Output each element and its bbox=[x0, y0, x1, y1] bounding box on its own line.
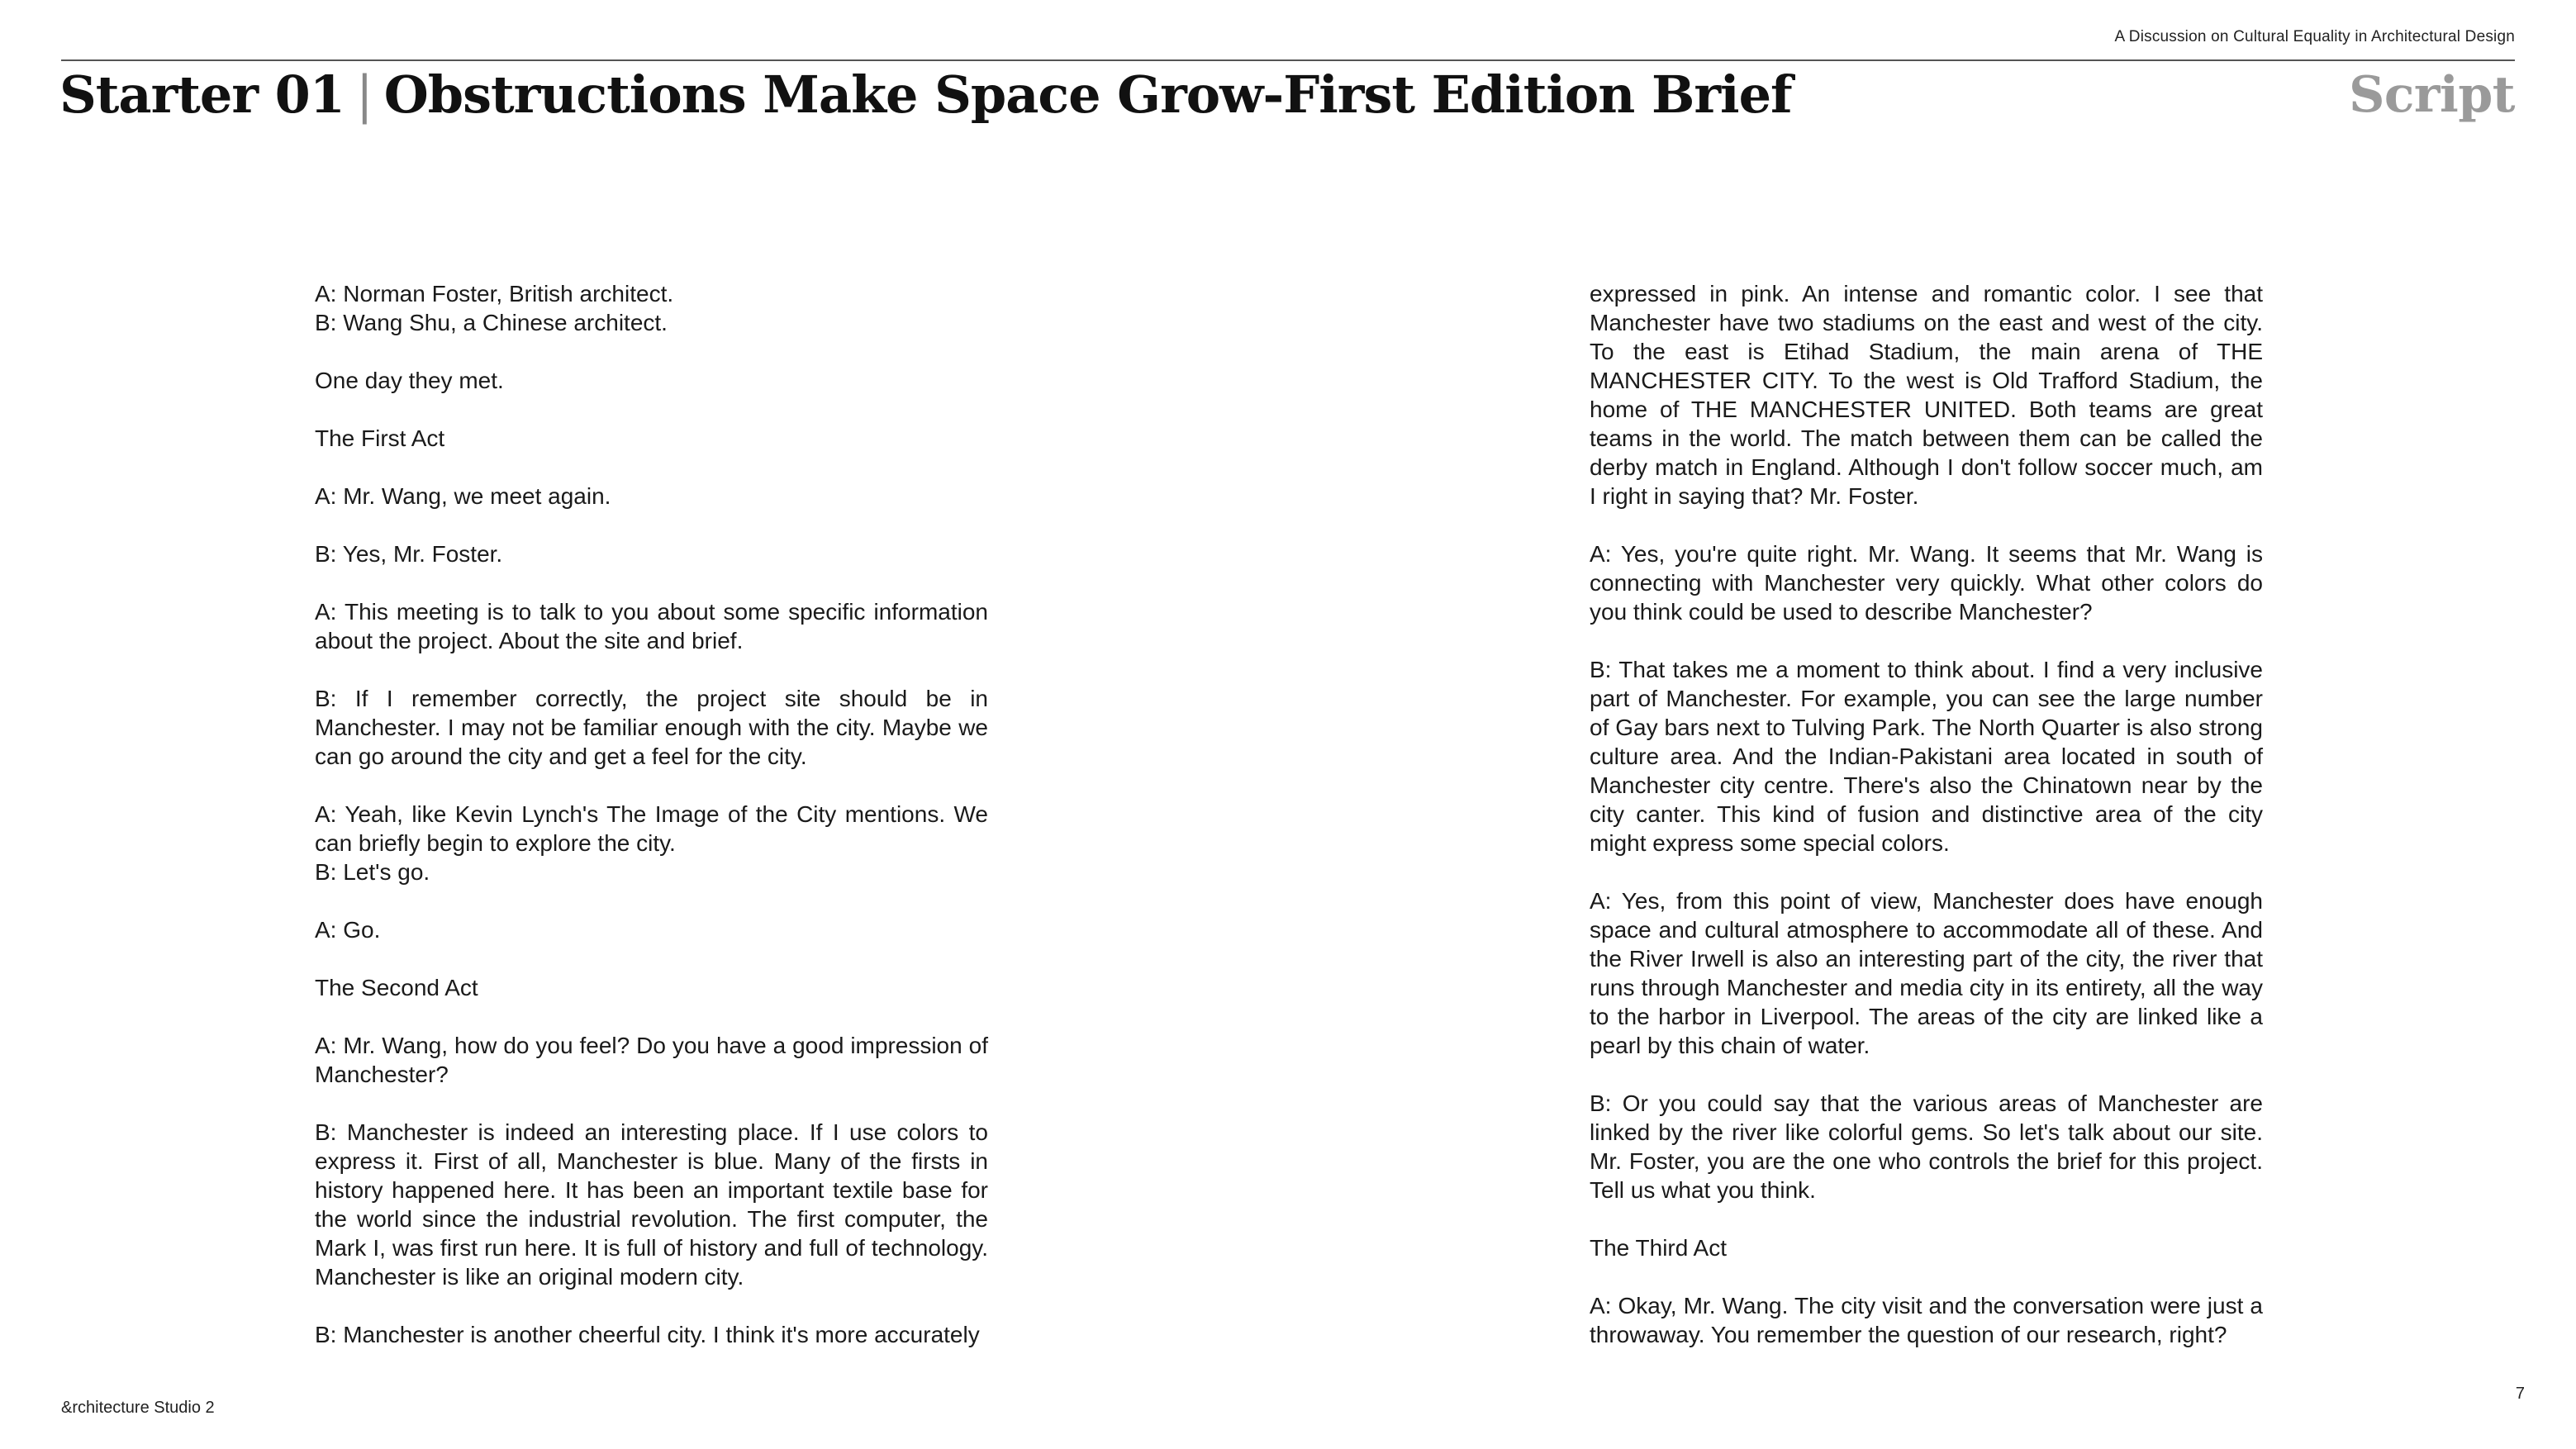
act-heading: The First Act bbox=[315, 425, 445, 451]
paragraph: B: Manchester is another cheerful city. I think it's more accurately bbox=[315, 1322, 980, 1347]
paragraph: expressed in pink. An intense and romantic color. I see that Manchester have two stadiums on the east and west of the city. To the east is Etihad Stadium, the main arena of THE MANCHESTER CITY. To the west is Old Trafford Stadium, the home of THE MANCHESTER UNITED. Both teams are great teams in the world. The match between them can be called the derby match in England. Although I don't follow soccer much, am I right in saying that? Mr. Foster. bbox=[1590, 281, 2263, 509]
header-rule bbox=[61, 59, 2515, 61]
paragraph: One day they met. bbox=[315, 368, 504, 393]
paragraph: A: Go. bbox=[315, 917, 381, 943]
left-text-column bbox=[315, 279, 988, 1349]
footer-studio-label: &rchitecture Studio 2 bbox=[61, 1399, 215, 1417]
paragraph: A: Yes, from this point of view, Manchester does have enough space and cultural atmosphere to accommodate all of these. And the River Irwell is also an interesting part of the city, the river that runs through Manchester and media city in its entirety, all the way to the harbor in Liverpool. The areas of the city are linked like a pearl by this chain of water. bbox=[1590, 888, 2263, 1058]
paragraph: B: Let's go. bbox=[315, 859, 430, 885]
paragraph: A: This meeting is to talk to you about some specific information about the project. About the site and brief. bbox=[315, 599, 988, 653]
title-sub: Obstructions Make Space Grow-First Edition Brief bbox=[383, 64, 1792, 125]
section-label: Script bbox=[2349, 66, 2515, 124]
paragraph: B: If I remember correctly, the project site should be in Manchester. I may not be familiar enough with the city. Maybe we can go around the city and get a feel for the city. bbox=[315, 686, 988, 769]
paragraph: A: Yes, you're quite right. Mr. Wang. It seems that Mr. Wang is connecting with Manchester very quickly. What other colors do you think could be used to describe Manchester? bbox=[1590, 541, 2263, 625]
act-heading: The Third Act bbox=[1590, 1235, 1728, 1261]
page-number: 7 bbox=[2515, 1385, 2525, 1403]
document-caption: A Discussion on Cultural Equality in Architectural Design bbox=[2114, 28, 2515, 45]
paragraph: A: Mr. Wang, how do you feel? Do you have a good impression of Manchester? bbox=[315, 1033, 988, 1087]
paragraph: B: Wang Shu, a Chinese architect. bbox=[315, 310, 668, 335]
title-separator: | bbox=[355, 64, 373, 125]
paragraph: A: Okay, Mr. Wang. The city visit and the conversation were just a throwaway. You remember the question of our research, right? bbox=[1590, 1293, 2263, 1347]
paragraph: B: Yes, Mr. Foster. bbox=[315, 541, 503, 567]
title-main: Starter 01 bbox=[59, 64, 345, 125]
paragraph: A: Mr. Wang, we meet again. bbox=[315, 483, 611, 509]
page-title bbox=[59, 64, 1792, 125]
paragraph: A: Norman Foster, British architect. bbox=[315, 281, 674, 306]
paragraph: A: Yeah, like Kevin Lynch's The Image of the City mentions. We can briefly begin to explore the city. bbox=[315, 801, 988, 856]
paragraph: B: That takes me a moment to think about. I find a very inclusive part of Manchester. For example, you can see the large number of Gay bars next to Tulving Park. The North Quarter is also strong culture area. And the Indian-Pakistani area located in south of Manchester city centre. There's also the Chinatown near by the city canter. This kind of fusion and distinctive area of the city might express some special colors. bbox=[1590, 657, 2263, 856]
paragraph: B: Or you could say that the various areas of Manchester are linked by the river like colorful gems. So let's talk about our site. Mr. Foster, you are the one who controls the brief for this project. Tell us what you think. bbox=[1590, 1090, 2263, 1203]
paragraph: B: Manchester is indeed an interesting place. If I use colors to express it. First of all, Manchester is blue. Many of the firsts in history happened here. It has been an important textile base for the world since the industrial revolution. The first computer, the Mark I, was first run here. It is full of history and full of technology. Manchester is like an original modern city. bbox=[315, 1119, 988, 1290]
act-heading: The Second Act bbox=[315, 975, 478, 1000]
right-text-column bbox=[1590, 279, 2263, 1349]
